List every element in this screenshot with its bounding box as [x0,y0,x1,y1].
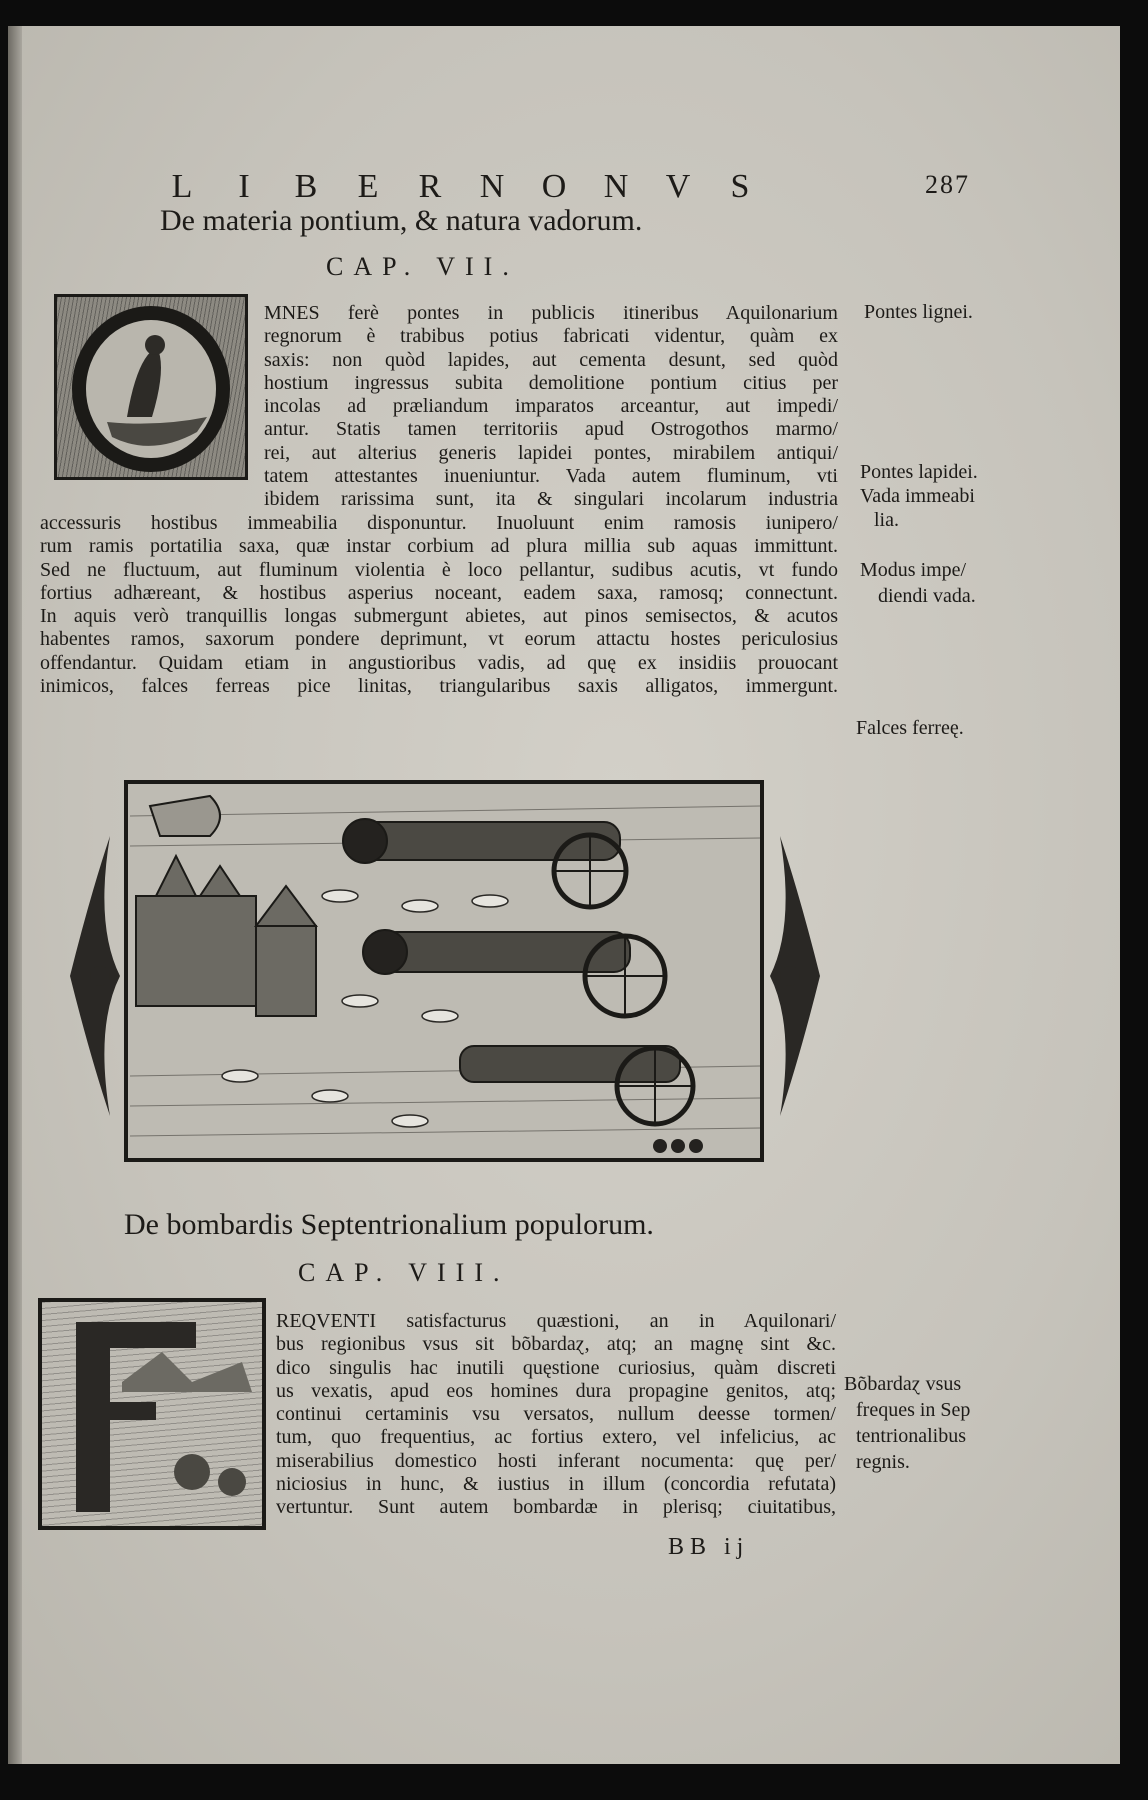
text-line: vertuntur. Sunt autem bombardæ in plerisq; ciuitatibus, [276,1496,836,1519]
text-line: ibidem rarissima sunt, ita & singulari incolarum industria [264,488,838,511]
title-letter: E [357,168,381,205]
text-line: rei, aut alterius generis lapidei pontes, mirabilem antiqui/ [264,441,838,464]
title-letter: N [479,168,507,205]
text-line: miserabilius domestico hosti inferant nocumenta: quę per/ [276,1449,836,1472]
text-line: offendantur. Quidam etiam in angustioribus vadis, ad quę ex insidiis prouocant [40,651,838,674]
signature-mark: BB ij [668,1534,750,1560]
margin-note: diendi vada. [878,585,976,607]
text-line: regnorum è trabibus potius fabricati videntur, quàm ex [264,325,838,348]
chapter-7-title: De materia pontium, & natura vadorum. [160,204,643,237]
margin-note: Pontes lapidei. [860,461,978,483]
text-line: inimicos, falces ferreas pice linitas, triangularibus saxis alligatos, immergunt. [40,675,838,698]
text-line: Sed ne fluctuum, aut fluminum violentia è loco pellantur, sudibus acutis, vt fundo [40,558,838,581]
binding-spine [8,26,22,1764]
running-title [152,168,772,206]
text-line: niciosius in hunc, & iustius in illum (concordia refutata) [276,1473,836,1496]
title-letter: B [294,168,320,205]
initial-o-image [57,297,245,477]
margin-note: Modus impe/ [860,559,967,581]
text-line: us vexatis, apud eos homines dura propagine genitos, atq; [276,1379,836,1402]
margin-note: freques in Sep [856,1399,971,1421]
text-line: antur. Statis tamen territoriis apud Ostrogothos marmo/ [264,418,838,441]
title-letter: N [603,168,631,205]
title-letter: R [418,168,444,205]
text-line: habentes ramos, saxorum pondere deprimunt, vt eorum attactu hostes periculosius [40,628,838,651]
margin-note: tentrionalibus [856,1425,966,1447]
chapter-8-cap: CAP. VIII. [298,1258,510,1287]
margin-note: Bõbardaɀ vsus [844,1373,962,1395]
chapter-8-title: De bombardis Septentrionalium populorum. [124,1208,654,1241]
initial-O-woodcut [54,294,248,480]
title-letter: L [171,168,195,205]
text-line: bus regionibus vsus sit bõbardaɀ, atq; an magnę sint &c. [276,1333,836,1356]
text-line: hostium ingressus subita demolitione pontium citius per [264,371,838,394]
text-line: dico singulis hac inutili quęstione curiosius, quàm discreti [276,1356,836,1379]
margin-note: Pontes lignei. [864,301,973,323]
bombard-illustration [60,776,830,1176]
initial-F-woodcut [38,1298,266,1530]
cannons-woodcut [60,776,830,1176]
text-line: MNES ferè pontes in publicis itineribus Aquilonarium [264,302,838,324]
text-line: tatem attestantes inueniuntur. Vada autem fluminum, vti [264,465,838,488]
initial-f-image [42,1302,262,1526]
text-line: In aquis verò tranquillis longas submergunt abietes, aut pinos semisectos, & acutos [40,605,838,628]
text-line: REQVENTI satisfacturus quæstioni, an in Aquilonari/ [276,1310,836,1332]
title-letter: V [665,168,693,205]
text-line: incolas ad præliandum imparatos arceantur, aut impedi/ [264,395,838,418]
margin-note: Falces ferreę. [856,717,964,739]
chapter-7-text-narrow [264,302,838,512]
book-page [8,26,1120,1764]
page-number: 287 [925,170,970,199]
margin-note: regnis. [856,1451,910,1473]
margin-note: lia. [874,509,899,531]
text-line: saxis: non quòd lapides, aut cementa desunt, sed quòd [264,348,838,371]
text-line: accessuris hostibus immeabilia disponuntur. Inuoluunt enim ramosis iunipero/ [40,512,838,534]
title-letter: O [541,168,569,205]
margin-note: Vada immeabi [860,485,975,507]
text-line: tum, quo frequentius, ac fortius extero, vel infelicius, ac [276,1426,836,1449]
text-line: fortius adhæreant, & hostibus asperius noceant, eadem saxa, ramosq; connectunt. [40,581,838,604]
chapter-8-text [276,1310,836,1520]
chapter-7-cap: CAP. VII. [326,252,519,281]
title-letter: S [730,168,752,205]
title-letter: I [238,168,252,205]
chapter-7-text-wide [40,512,838,698]
text-line: rum ramis portatilia saxa, quæ instar corbium ad plura millia sub aquas immittunt. [40,535,838,558]
text-line: continui certaminis vsu versatos, nullum deesse tormen/ [276,1403,836,1426]
